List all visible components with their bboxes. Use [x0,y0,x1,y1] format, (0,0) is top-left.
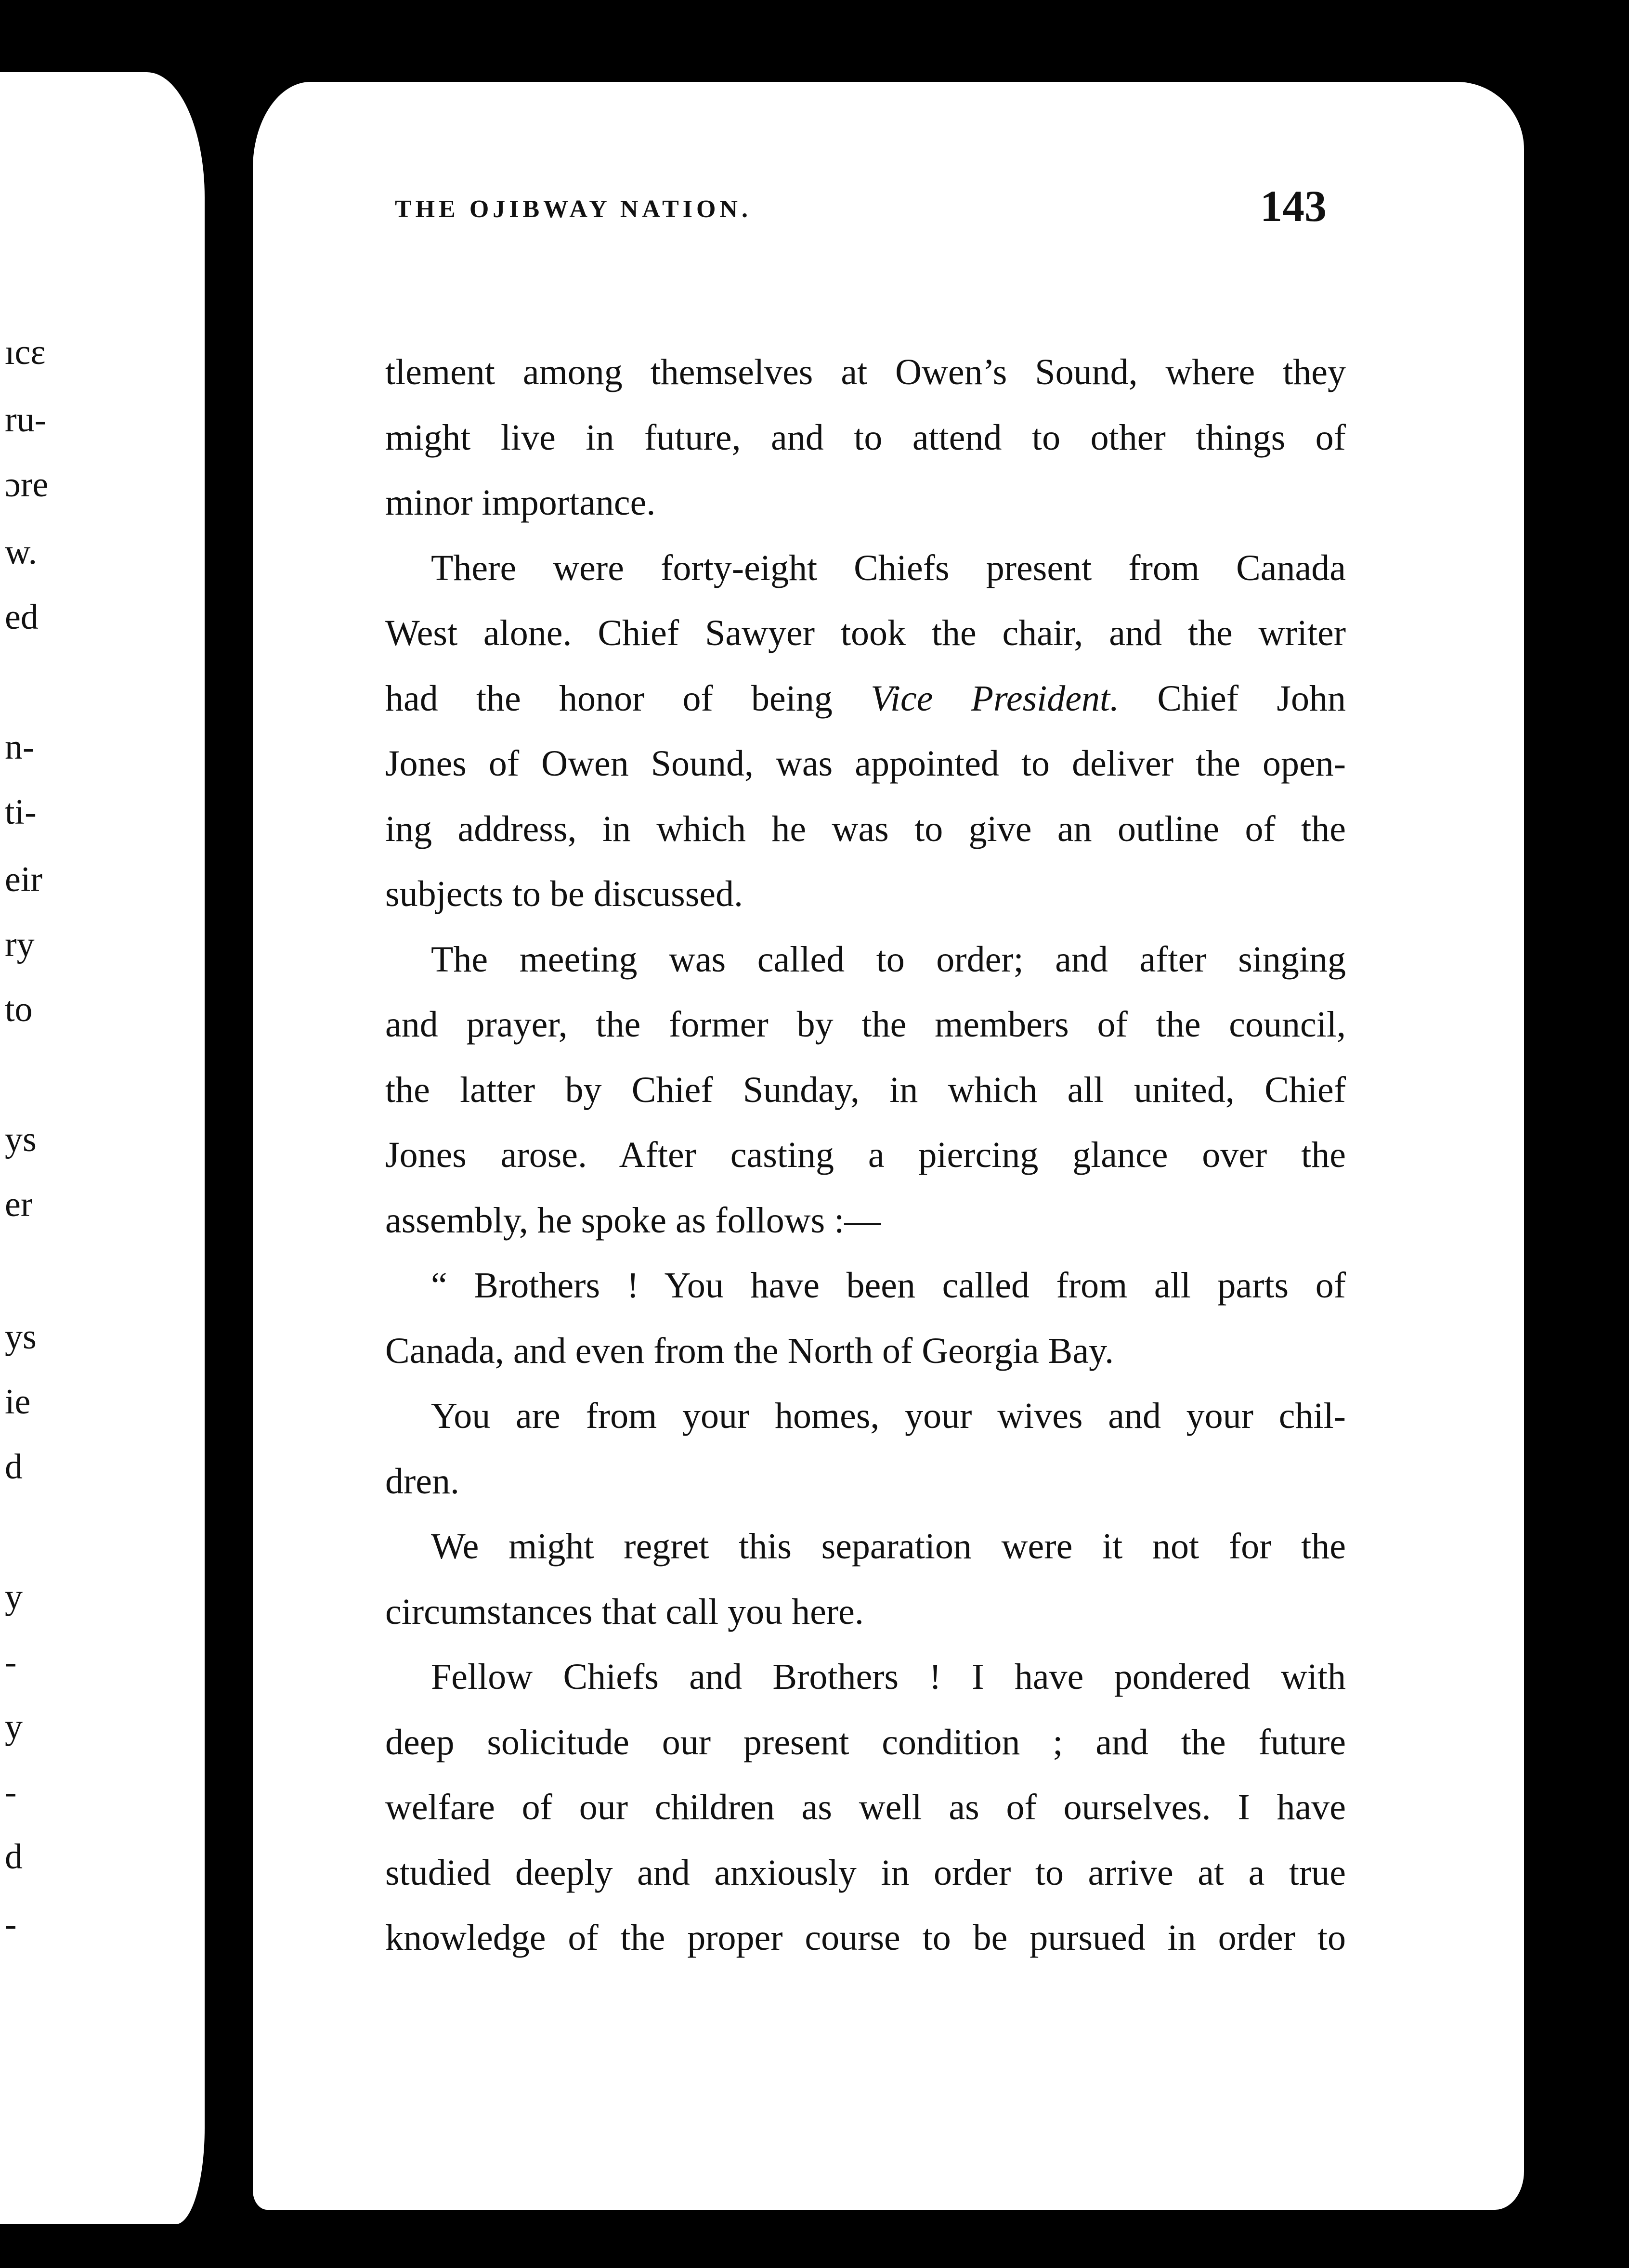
text-span: Chief John [1157,678,1346,719]
page-header [395,181,1452,238]
facing-page-fragment: y [5,1577,23,1617]
facing-page-fragment: y [5,1707,23,1747]
emphasized-text: Vice President. [871,678,1120,719]
text-line: The meeting was called to order; and after singing [431,939,1346,980]
text-line: Jones of Owen Sound, was appointed to deliver the open- [385,743,1346,784]
text-line: subjects to be discussed. [385,874,743,914]
text-line: “ Brothers ! You have been called from all parts of [431,1265,1346,1306]
page-number: 143 [1260,181,1327,231]
text-line: Jones arose. After casting a piercing glance over the [385,1135,1346,1175]
facing-page-fragment: - [5,1772,17,1812]
text-line: ing address, in which he was to give an outline of the [385,808,1346,849]
facing-page-fragment: ɔre [5,465,49,505]
facing-page-fragment: ys [5,1317,37,1357]
facing-page [0,72,205,2224]
text-line: and prayer, the former by the members of the council, [385,1004,1346,1045]
text-line: West alone. Chief Sawyer took the chair, and the writer [385,613,1346,653]
text-line: You are from your homes, your wives and your chil- [431,1396,1346,1436]
facing-page-fragment: ys [5,1120,37,1159]
facing-page-fragment: n- [5,727,35,767]
facing-page-fragment: ıcε [5,333,46,372]
text-line: We might regret this separation were it not for the [431,1526,1346,1567]
facing-page-fragment: w. [5,532,38,572]
text-line: the latter by Chief Sunday, in which all united, Chief [385,1069,1346,1110]
facing-page-fragment: er [5,1185,33,1224]
facing-page-fragment: ed [5,597,39,637]
text-line: minor importance. [385,482,656,523]
text-line: dren. [385,1461,460,1502]
text-line: Canada, and even from the North of Georgia Bay. [385,1330,1114,1371]
text-line: assembly, he spoke as follows :— [385,1200,881,1241]
text-line: There were forty-eight Chiefs present from Canada [431,547,1346,588]
body-text [385,351,1346,1983]
facing-page-fragment: d [5,1447,23,1487]
text-span: had the honor of being [385,678,833,719]
facing-page-fragment: ry [5,925,35,964]
facing-page-fragment: ti- [5,792,37,832]
facing-page-fragment: - [5,1905,17,1944]
running-title: THE OJIBWAY NATION. [395,195,752,223]
text-line: welfare of our children as well as of ourselves. I have [385,1787,1346,1827]
text-line: might live in future, and to attend to other things of [385,417,1346,458]
text-line [385,678,1346,743]
text-line: Fellow Chiefs and Brothers ! I have pondered with [431,1657,1346,1697]
facing-page-fragment: ie [5,1382,31,1422]
facing-page-fragment: d [5,1837,23,1877]
facing-page-fragment: to [5,990,33,1029]
text-line: knowledge of the proper course to be pursued in order to [385,1918,1346,1958]
facing-page-fragment: ru- [5,400,47,440]
text-line: deep solicitude our present condition ; and the future [385,1722,1346,1763]
facing-page-fragment: - [5,1642,17,1682]
text-line: tlement among themselves at Owen’s Sound, where they [385,352,1346,392]
facing-page-fragment: eir [5,860,43,899]
text-line: studied deeply and anxiously in order to arrive at a true [385,1852,1346,1893]
text-line: circumstances that call you here. [385,1591,864,1632]
